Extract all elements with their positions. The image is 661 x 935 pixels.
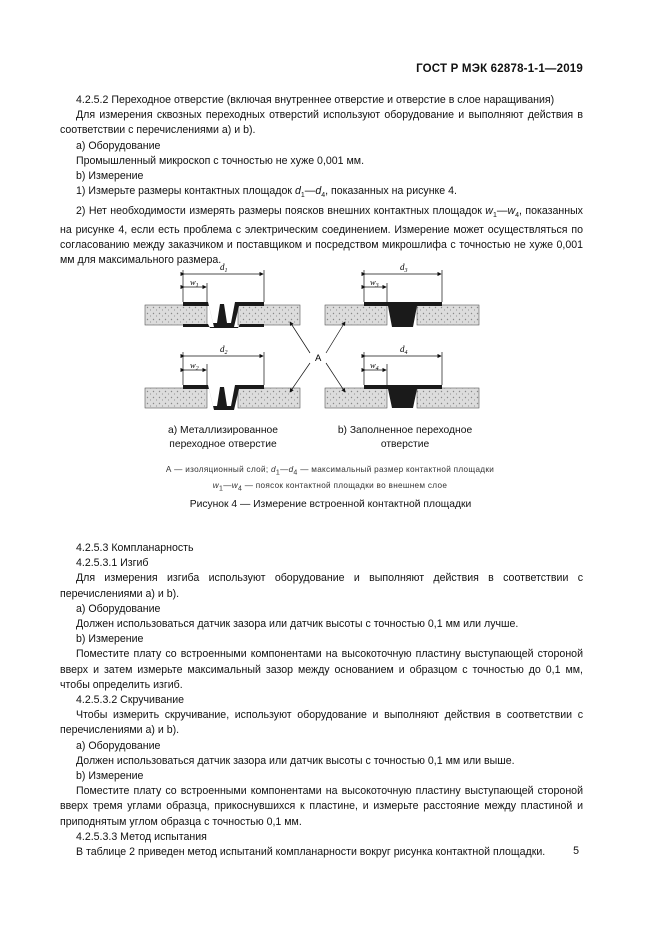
subsection-title: 4.2.5.3.2 Скручивание: [76, 694, 185, 707]
filled-via-bottom: [325, 385, 479, 408]
item-label: a) Оборудование: [76, 139, 161, 152]
legend-line-2: $w_1—w_4$ — поясок контактной площадки во внешнем слое: [212, 480, 448, 493]
label-A: A: [315, 353, 322, 364]
section-title: 4.2.5.3 Компланарность: [76, 542, 194, 554]
item-label: a) Оборудование: [76, 602, 161, 615]
figure-4-diagram: [140, 258, 520, 448]
section-title: 4.2.5.2 Переходное отверстие (включая внутреннее отверстие и отверстие в слое наращивания): [76, 94, 555, 106]
paragraph: Поместите плату со встроенными компонентами на высокоточную пластину выступающей стороной вверх и затем измерьте максимальный зазор между основанием и образцом с точностью до 0,1 мм, чтобы определить изгиб.: [60, 648, 583, 691]
filled-via-top: [325, 302, 479, 327]
subsection-title: 4.2.5.3.3 Метод испытания: [76, 830, 207, 843]
caption-a: a) Металлизированное переходное отверстие: [167, 425, 279, 450]
metallized-via-top: [145, 302, 300, 328]
label-d2: $d_2$: [220, 344, 228, 356]
figure-legend: [120, 464, 540, 495]
paragraph: Чтобы измерить скручивание, используют оборудование и выполняют действия в соответствии с перечислениями а) и b).: [60, 709, 583, 737]
label-w2: $w_2$: [190, 360, 199, 372]
paragraph: Должен использоваться датчик зазора или датчик высоты с точностью 0,1 мм или лучше.: [76, 618, 519, 631]
item-label: b) Измерение: [76, 633, 144, 646]
paragraph: Для измерения сквозных переходных отверстий используют оборудование и выполняют действия в соответствии с перечислениями а) и b).: [60, 109, 583, 137]
document-header: ГОСТ Р МЭК 62878-1-1—2019: [416, 63, 583, 75]
paragraph: Для измерения изгиба используют оборудование и выполняют действия в соответствии с перечислениями а) и b).: [60, 572, 583, 600]
label-d1: $d_1$: [220, 262, 228, 274]
label-w4: $w_4$: [370, 360, 379, 372]
step-1: 1) Измерьте размеры контактных площадок $d_1—d_4$, показанных на рисунке 4.: [76, 185, 457, 200]
page-number: 5: [573, 845, 579, 857]
subsection-title: 4.2.5.3.1 Изгиб: [76, 557, 149, 570]
paragraph: Должен использоваться датчик зазора или датчик высоты с точностью 0,1 мм или выше.: [76, 754, 515, 767]
item-label: a) Оборудование: [76, 739, 161, 752]
paragraph: В таблице 2 приведен метод испытаний компланарности вокруг рисунка контактной площадки.: [76, 846, 546, 859]
label-d3: $d_3$: [400, 262, 408, 274]
metallized-via-bottom: [145, 385, 300, 410]
label-w3: $w_3$: [370, 277, 379, 289]
caption-b: b) Заполненное переходное отверстие: [337, 425, 473, 450]
item-label: b) Измерение: [76, 170, 144, 183]
label-d4: $d_4$: [400, 344, 408, 356]
paragraph: Промышленный микроскоп с точностью не хуже 0,001 мм.: [76, 154, 365, 167]
legend-line-1: А — изоляционный слой; $d_1—d_4$ — максимальный размер контактной площадки: [165, 465, 495, 477]
section-4-2-5-3: [60, 541, 583, 860]
step-2: 2) Нет необходимости измерять размеры поясков внешних контактных площадок $w_1—w_4$, показанных на рисунке 4, если есть проблема с электрическим соединением. Измерение может осуществляться по согласованию между заказчиком и поставщиком и посредством микрошлифа с точностью не хуже 0,001 мм для максимального размера.: [60, 204, 583, 267]
section-4-2-5-2: [60, 93, 583, 268]
paragraph: Поместите плату со встроенными компонентами на высокоточную пластину выступающей стороной вверх тремя углами образца, прикоснувшихся к пластине, и измерьте расстояние между пластиной и приподнятым углом образца с точностью 0,1 мм.: [60, 785, 583, 828]
figure-title: Рисунок 4 — Измерение встроенной контактной площадки: [189, 499, 472, 510]
item-label: b) Измерение: [76, 770, 144, 783]
label-w1: $w_1$: [190, 277, 199, 289]
